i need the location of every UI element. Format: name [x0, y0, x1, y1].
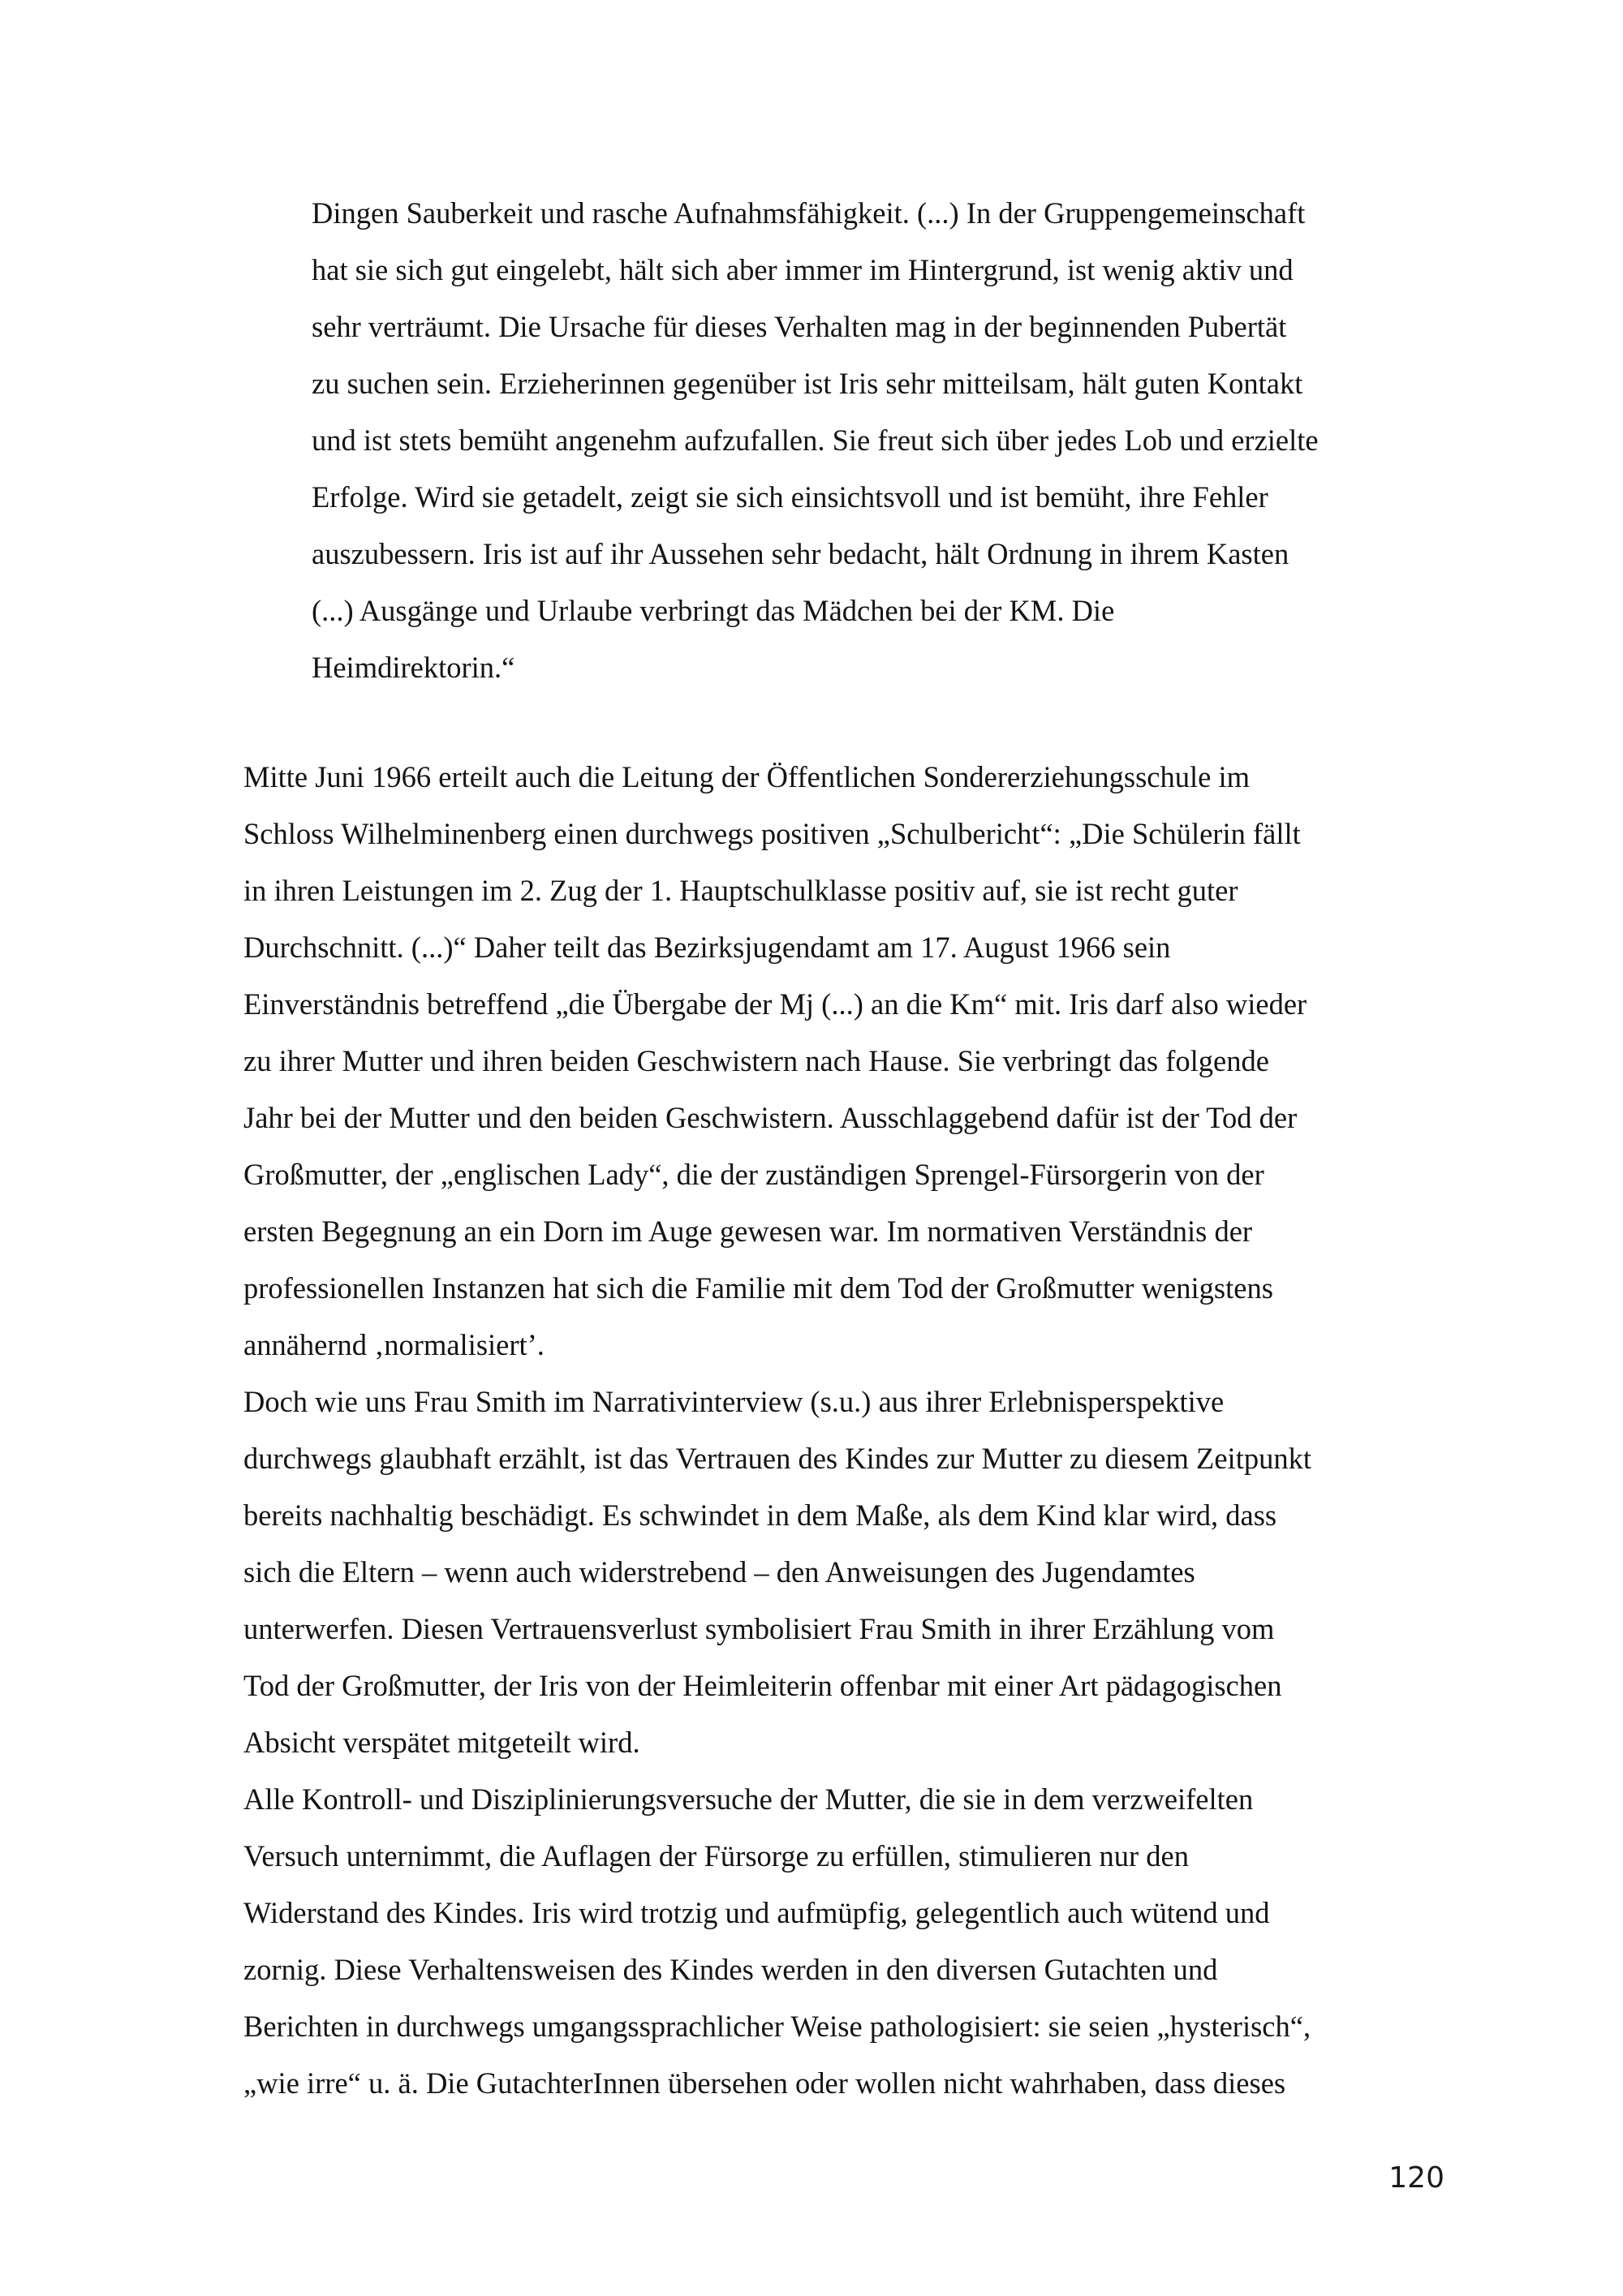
text-line: Jahr bei der Mutter und den beiden Geschwistern. Ausschlaggebend dafür ist der Tod der: [243, 1101, 1298, 1134]
text-line: zu ihrer Mutter und ihren beiden Geschwistern nach Hause. Sie verbringt das folgende: [243, 1044, 1269, 1077]
text-line: Tod der Großmutter, der Iris von der Heimleiterin offenbar mit einer Art pädagogischen: [243, 1669, 1282, 1702]
quote-line: hat sie sich gut eingelebt, hält sich aber immer im Hintergrund, ist wenig aktiv und: [312, 253, 1294, 286]
quote-line: sehr verträumt. Die Ursache für dieses Verhalten mag in der beginnenden Pubertät: [312, 310, 1287, 343]
quote-line: und ist stets bemüht angenehm aufzufallen. Sie freut sich über jedes Lob und erzielte: [312, 424, 1319, 457]
text-line: Doch wie uns Frau Smith im Narrativinterview (s.u.) aus ihrer Erlebnisperspektive: [243, 1385, 1225, 1418]
paragraph-1: [243, 749, 1453, 1374]
text-line: Alle Kontroll- und Disziplinierungsversuche der Mutter, die sie in dem verzweifelten: [243, 1782, 1254, 1816]
text-line: „wie irre“ u. ä. Die GutachterInnen übersehen oder wollen nicht wahrhaben, dass dieses: [243, 2066, 1286, 2100]
quote-line: (...) Ausgänge und Urlaube verbringt das Mädchen bei der KM. Die: [312, 594, 1115, 627]
text-line: Mitte Juni 1966 erteilt auch die Leitung der Öffentlichen Sondererziehungsschule im: [243, 760, 1250, 793]
quote-line: zu suchen sein. Erzieherinnen gegenüber ist Iris sehr mitteilsam, hält guten Kontakt: [312, 367, 1303, 400]
text-line: Absicht verspätet mitgeteilt wird.: [243, 1726, 640, 1759]
text-line: Widerstand des Kindes. Iris wird trotzig und aufmüpfig, gelegentlich auch wütend und: [243, 1896, 1270, 1929]
text-line: annähernd ‚normalisiert’.: [243, 1328, 545, 1361]
quote-line: Erfolge. Wird sie getadelt, zeigt sie sich einsichtsvoll und ist bemüht, ihre Fehler: [312, 480, 1268, 514]
text-line: Durchschnitt. (...)“ Daher teilt das Bezirksjugendamt am 17. August 1966 sein: [243, 931, 1171, 964]
text-line: Großmutter, der „englischen Lady“, die der zuständigen Sprengel-Fürsorgerin von der: [243, 1158, 1264, 1191]
text-line: ersten Begegnung an ein Dorn im Auge gewesen war. Im normativen Verständnis der: [243, 1215, 1253, 1248]
quote-line: Heimdirektorin.“: [312, 651, 515, 684]
text-line: zornig. Diese Verhaltensweisen des Kindes werden in den diversen Gutachten und: [243, 1953, 1218, 1986]
text-line: Schloss Wilhelminenberg einen durchwegs positiven „Schulbericht“: „Die Schülerin fällt: [243, 817, 1301, 850]
block-quote: [312, 185, 1448, 696]
text-line: Einverständnis betreffend „die Übergabe der Mj (...) an die Km“ mit. Iris darf also wieder: [243, 987, 1307, 1021]
text-line: in ihren Leistungen im 2. Zug der 1. Hauptschulklasse positiv auf, sie ist recht guter: [243, 874, 1238, 907]
text-line: bereits nachhaltig beschädigt. Es schwindet in dem Maße, als dem Kind klar wird, dass: [243, 1498, 1277, 1532]
text-line: Versuch unternimmt, die Auflagen der Fürsorge zu erfüllen, stimulieren nur den: [243, 1839, 1189, 1872]
page-number: 120: [1388, 2161, 1444, 2195]
text-line: Berichten in durchwegs umgangssprachlicher Weise pathologisiert: sie seien „hysterisch“,: [243, 2010, 1311, 2043]
quote-line: auszubessern. Iris ist auf ihr Aussehen sehr bedacht, hält Ordnung in ihrem Kasten: [312, 537, 1289, 570]
text-line: durchwegs glaubhaft erzählt, ist das Vertrauen des Kindes zur Mutter zu diesem Zeitpunkt: [243, 1442, 1311, 1475]
text-line: unterwerfen. Diesen Vertrauensverlust symbolisiert Frau Smith in ihrer Erzählung vom: [243, 1612, 1275, 1645]
text-line: sich die Eltern – wenn auch widerstrebend – den Anweisungen des Jugendamtes: [243, 1555, 1195, 1589]
quote-line: Dingen Sauberkeit und rasche Aufnahmsfähigkeit. (...) In der Gruppengemeinschaft: [312, 196, 1306, 230]
body-text: [243, 749, 1453, 2112]
paragraph-2: [243, 1374, 1453, 1771]
text-line: professionellen Instanzen hat sich die Familie mit dem Tod der Großmutter wenigstens: [243, 1271, 1273, 1305]
paragraph-3: [243, 1771, 1453, 2112]
